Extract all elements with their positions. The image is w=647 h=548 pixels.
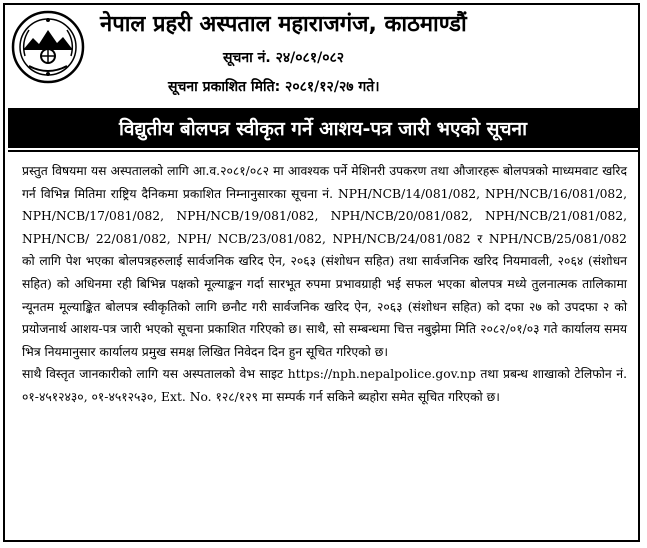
body-paragraph-1: प्रस्तुत विषयमा यस अस्पतालको लागि आ.व.२०८१/०८२ मा आवश्यक पर्ने मेशिनरी उपकरण तथा औजारहरू बोलपत्रको माध्यमवाट खरिद गर्न विभिन्न मितिमा राष्ट्रिय दैनिकमा प्रकाशित निम्नानुसारका सूचना नं. NPH/NCB/14/081/082, NPH/NCB/16/081/082, NPH/NCB/17/081/082, NPH/NCB/19/081/082, NPH/NCB/20/081/082, NPH/NCB/21/081/082, NPH/NCB/ 22/081/082, NPH/ NCB/23/081/082, NPH/NCB/24/081/082 र NPH/NCB/25/081/082 को लागि पेश भएका बोलपत्रहरुलाई सार्वजनिक खरिद ऐन, २०६३ (संशोधन सहित) तथा सार्वजनिक खरिद नियमावली, २०६४ (संशोधन सहित) को अधिनमा रही बिभिन्न पक्षको मूल्याङ्कन गर्दा सारभूत रुपमा प्रभावग्राही भई सफल भएका बोलपत्र मध्ये तुलनात्मक तालिकामा न्यूनतम मूल्याङ्कित बोलपत्र स्वीकृतिको लागि छनौट गरी सार्वजनिक खरिद ऐन, २०६३ (संशोधन सहित) को दफा २७ को उपदफा २ को प्रयोजनार्थ आशय-पत्र जारी भएको सूचना प्रकाशित गरिएको छ। साथै, सो सम्बन्धमा चित्त नबुझेमा मिति २०८२/०१/०३ गते कार्यालय समय भित्र नियमानुसार कार्यालय प्रमुख समक्ष लिखित निवेदन दिन हुन सूचित गरिएको छ।: [22, 164, 627, 359]
notice-heading-banner: [8, 108, 638, 148]
body-paragraph-2: साथै विस्तृत जानकारीको लागि यस अस्पतालको वेभ साइट https://nph.nepalpolice.gov.np तथा प्रबन्ध शाखाको टेलिफोन नं. ०१-४५१२४३०, ०१-४५१२५३०, Ext. No. १२८/१२९ मा सम्पर्क गर्न सकिने ब्यहोरा समेत सूचित गरिएको छ।: [22, 367, 627, 404]
nepal-police-emblem-icon: [11, 10, 85, 84]
notice-number: सूचना नं. २४/०८१/०८२: [223, 50, 345, 66]
emblem-graphic: [11, 10, 85, 84]
notice-heading: विद्युतीय बोलपत्र स्वीकृत गर्ने आशय-पत्र जारी भएको सूचना: [119, 118, 527, 140]
hospital-title: नेपाल प्रहरी अस्पताल महाराजगंज, काठमाण्डौं: [100, 12, 467, 37]
notice-body: [22, 160, 627, 409]
published-date: सूचना प्रकाशित मिति: २०८१/१२/२७ गते।: [168, 79, 380, 95]
heading-underline: [8, 150, 638, 152]
